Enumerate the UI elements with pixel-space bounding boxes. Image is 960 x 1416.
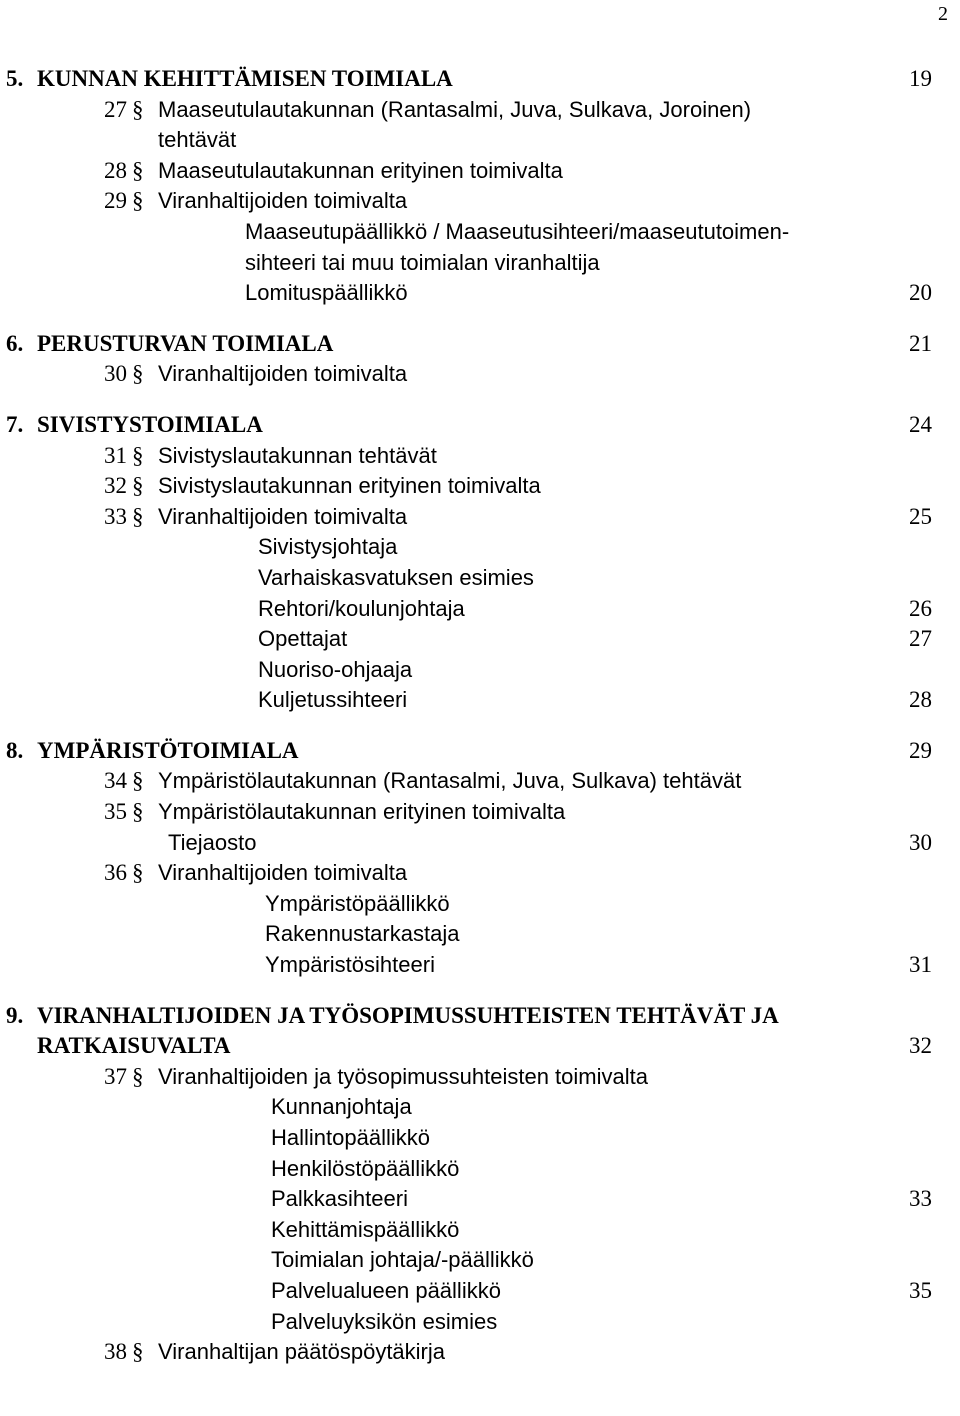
role-entry: [0, 655, 960, 686]
section-sign-icon: §: [132, 96, 144, 122]
role-title: Nuoriso-ohjaaja: [258, 656, 413, 682]
paragraph-entry: [0, 359, 960, 390]
entry-title: tehtävät: [158, 127, 237, 153]
paragraph-number: 38: [104, 1339, 127, 1365]
page-ref: 27: [909, 626, 932, 652]
paragraph-number: 29: [104, 188, 127, 214]
section-heading-continued: [0, 1031, 960, 1062]
entry-title: Ympäristölautakunnan erityinen toimivalta: [158, 799, 566, 825]
role-entry: [0, 1307, 960, 1338]
entry-title: Viranhaltijoiden toimivalta: [158, 188, 408, 214]
role-entry: [0, 1245, 960, 1276]
section-sign-icon: §: [132, 1063, 144, 1089]
paragraph-entry: [0, 156, 960, 187]
role-title: Kuljetussihteeri: [258, 687, 408, 713]
entry-title: Viranhaltijoiden toimivalta: [158, 503, 408, 529]
entry-title: Viranhaltijoiden toimivalta: [158, 860, 408, 886]
role-title: Toimialan johtaja/-päällikkö: [271, 1247, 534, 1273]
section-sign-icon: §: [132, 768, 144, 794]
section-sign-icon: §: [132, 860, 144, 886]
section-title: VIRANHALTIJOIDEN JA TYÖSOPIMUSSUHTEISTEN TEHTÄVÄT JA: [37, 1002, 779, 1028]
paragraph-entry: [0, 1337, 960, 1368]
paragraph-entry: [0, 441, 960, 472]
entry-title: Sivistyslautakunnan tehtävät: [158, 442, 437, 468]
paragraph-entry: [0, 1062, 960, 1093]
section-title: RATKAISUVALTA: [37, 1033, 231, 1059]
page-ref: 29: [909, 737, 932, 763]
paragraph-entry: [0, 766, 960, 797]
section-title: SIVISTYSTOIMIALA: [37, 411, 263, 437]
section-heading: [0, 329, 960, 360]
role-entry: [0, 1092, 960, 1123]
role-entry: [0, 889, 960, 920]
section-heading: [0, 410, 960, 441]
page-ref: 26: [909, 595, 932, 621]
paragraph-entry: [0, 95, 960, 126]
role-title: Ympäristöpäällikkö: [265, 890, 450, 916]
page-ref: 30: [909, 829, 932, 855]
role-entry: [0, 594, 960, 625]
role-entry: [0, 1184, 960, 1215]
section-title: YMPÄRISTÖTOIMIALA: [37, 737, 299, 763]
role-entry: [0, 1215, 960, 1246]
paragraph-number: 36: [104, 860, 127, 886]
page-ref: 33: [909, 1186, 932, 1212]
entry-title: Ympäristölautakunnan (Rantasalmi, Juva, Sulkava) tehtävät: [158, 768, 742, 794]
paragraph-entry: [0, 186, 960, 217]
section-number: 6.: [6, 330, 24, 356]
role-entry: [0, 563, 960, 594]
role-title: Palveluyksikön esimies: [271, 1308, 498, 1334]
role-title: Opettajat: [258, 626, 348, 652]
entry-title: Viranhaltijoiden ja työsopimussuhteisten toimivalta: [158, 1063, 648, 1089]
section-number: 9.: [6, 1002, 24, 1028]
entry-title: Viranhaltijoiden toimivalta: [158, 361, 408, 387]
entry-title: Maaseutulautakunnan erityinen toimivalta: [158, 157, 563, 183]
section-heading: [0, 736, 960, 767]
role-title: Palkkasihteeri: [271, 1186, 408, 1212]
role-entry: [0, 1276, 960, 1307]
page-ref: 35: [909, 1277, 932, 1303]
entry-title: Maaseutulautakunnan (Rantasalmi, Juva, Sulkava, Joroinen): [158, 96, 752, 122]
role-entry: [0, 532, 960, 563]
section-sign-icon: §: [132, 442, 144, 468]
section-heading: [0, 1001, 960, 1032]
table-of-contents: [0, 64, 960, 1368]
section-sign-icon: §: [132, 503, 144, 529]
role-entry: [0, 1123, 960, 1154]
paragraph-number: 31: [104, 442, 127, 468]
role-entry: [0, 217, 960, 248]
page-number: 2: [938, 3, 948, 25]
role-title: Hallintopäällikkö: [271, 1125, 430, 1150]
section-sign-icon: §: [132, 157, 144, 183]
section-sign-icon: §: [132, 799, 144, 825]
role-title: Lomituspäällikkö: [245, 280, 408, 306]
entry-title: Viranhaltijan päätöspöytäkirja: [158, 1339, 445, 1365]
role-entry: [0, 1154, 960, 1185]
role-entry: [0, 248, 960, 279]
role-title: Maaseutupäällikkö / Maaseutusihteeri/maaseututoimen-: [245, 218, 790, 244]
paragraph-entry: [0, 502, 960, 533]
paragraph-entry: [0, 471, 960, 502]
role-title: Kehittämispäällikkö: [271, 1216, 460, 1242]
page-ref: 21: [909, 330, 932, 356]
role-title: Rehtori/koulunjohtaja: [258, 595, 465, 621]
section-heading: [0, 64, 960, 95]
section-gap: [0, 309, 960, 329]
role-title: Palvelualueen päällikkö: [271, 1277, 501, 1303]
section-number: 8.: [6, 737, 24, 763]
entry-continuation: [0, 125, 960, 156]
role-entry: [0, 278, 960, 309]
role-entry: [0, 919, 960, 950]
section-sign-icon: §: [132, 1339, 144, 1365]
role-title: Henkilöstöpäällikkö: [271, 1155, 460, 1181]
section-gap: [0, 716, 960, 736]
section-title: PERUSTURVAN TOIMIALA: [37, 330, 334, 356]
page-ref: 25: [909, 503, 932, 529]
paragraph-number: 35: [104, 799, 127, 825]
section-title: KUNNAN KEHITTÄMISEN TOIMIALA: [37, 66, 453, 91]
role-title: Ympäristösihteeri: [265, 952, 435, 978]
paragraph-number: 37: [104, 1063, 127, 1089]
page-ref: 28: [909, 687, 932, 713]
paragraph-entry: [0, 797, 960, 828]
paragraph-number: 33: [104, 503, 127, 529]
role-title: Rakennustarkastaja: [265, 921, 460, 947]
paragraph-number: 27: [104, 96, 127, 122]
paragraph-entry: [0, 858, 960, 889]
role-entry: [0, 950, 960, 981]
page-ref: 24: [909, 411, 932, 437]
paragraph-number: 28: [104, 157, 127, 183]
section-gap: [0, 981, 960, 1001]
paragraph-number: 30: [104, 361, 127, 387]
paragraph-number: 32: [104, 473, 127, 499]
role-entry: [0, 828, 960, 859]
section-sign-icon: §: [132, 361, 144, 387]
role-title: Kunnanjohtaja: [271, 1094, 412, 1120]
section-number: 7.: [6, 411, 24, 437]
section-sign-icon: §: [132, 473, 144, 499]
role-entry: [0, 685, 960, 716]
role-entry: [0, 624, 960, 655]
entry-title: Sivistyslautakunnan erityinen toimivalta: [158, 473, 541, 499]
page-ref: 19: [909, 66, 932, 91]
role-title: Sivistysjohtaja: [258, 534, 398, 560]
section-number: 5.: [6, 66, 24, 91]
section-sign-icon: §: [132, 188, 144, 214]
page-ref: 20: [909, 280, 932, 306]
section-gap: [0, 390, 960, 410]
page-ref: 32: [909, 1033, 932, 1059]
role-title: Tiejaosto: [168, 829, 257, 855]
role-title: sihteeri tai muu toimialan viranhaltija: [245, 249, 600, 275]
role-title: Varhaiskasvatuksen esimies: [258, 564, 534, 590]
paragraph-number: 34: [104, 768, 127, 794]
page-ref: 31: [909, 952, 932, 978]
